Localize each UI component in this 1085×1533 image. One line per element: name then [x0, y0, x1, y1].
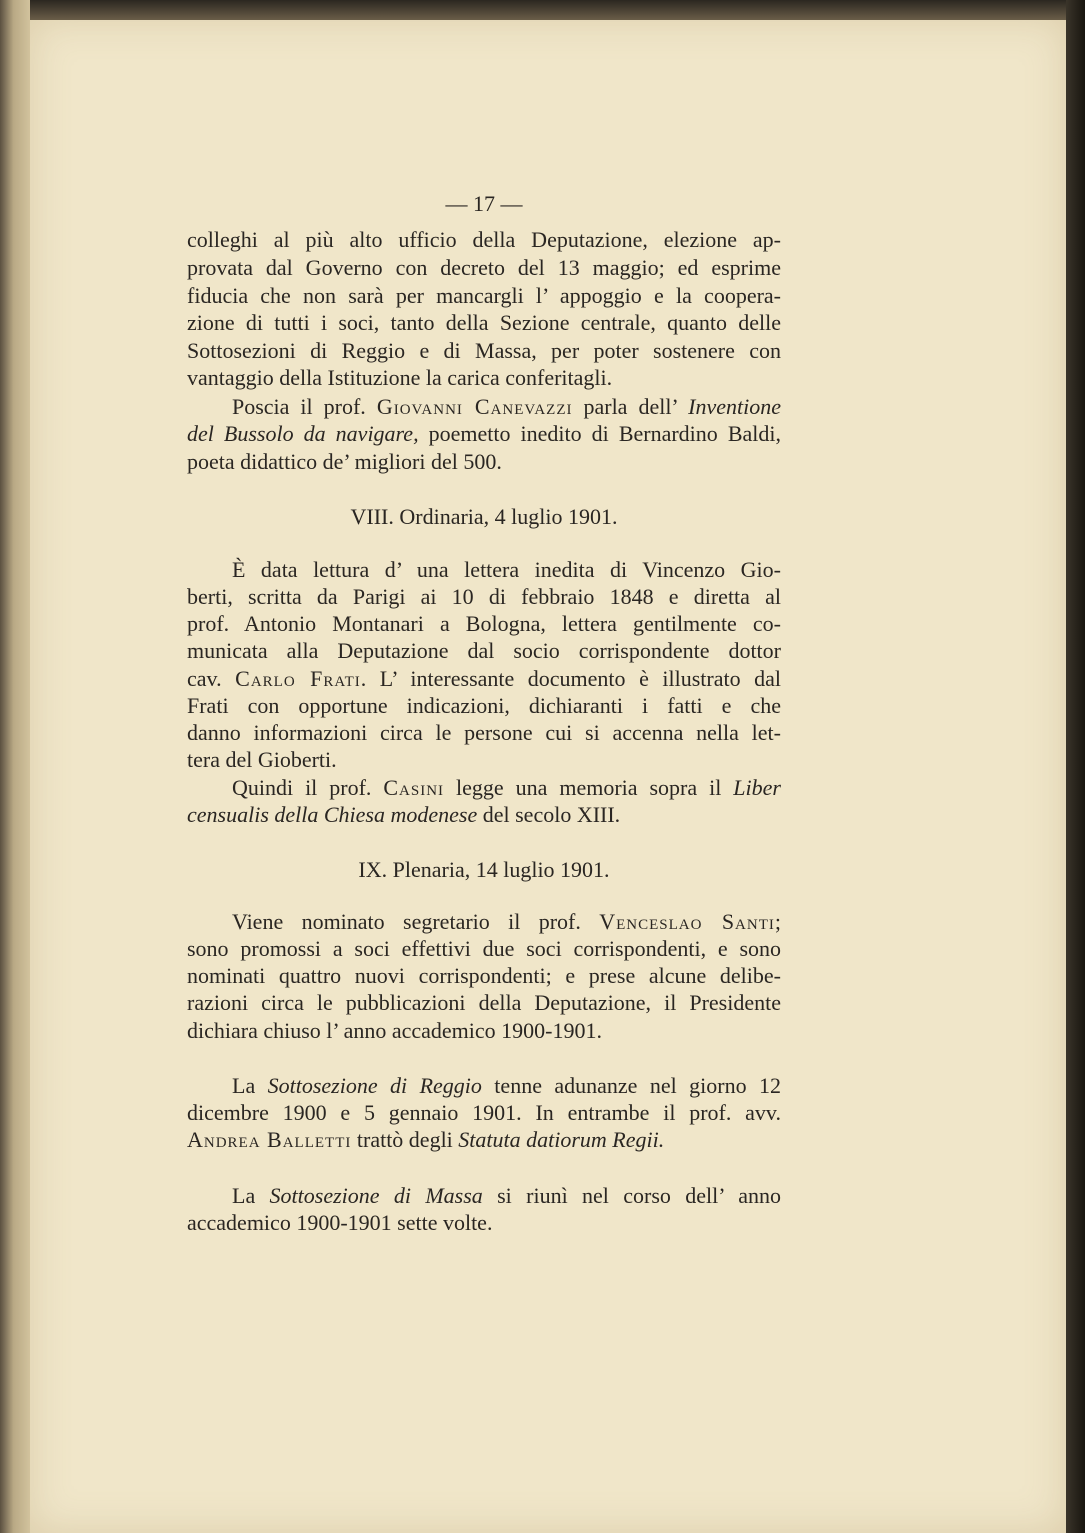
text-run: poeta didattico de’ migliori del 500.: [187, 449, 502, 474]
scan-top-edge: [30, 0, 1070, 20]
text-line: [187, 610, 781, 638]
text-run: sono promossi a soci effettivi due soci corrispondenti, e sono: [187, 936, 781, 961]
text-line: [187, 448, 781, 476]
text-line: [187, 583, 781, 611]
italic-title: Sottosezione di Massa: [269, 1183, 483, 1208]
text-run: . L’ interessante documento è illustrato dal: [360, 666, 781, 691]
text-run: vantaggio della Istituzione la carica conferitagli.: [187, 365, 613, 390]
person-name: Giovanni Canevazzi: [376, 394, 573, 419]
section-heading: [187, 856, 781, 884]
italic-title: del Bussolo da navigare,: [187, 421, 419, 446]
text-run: La: [232, 1183, 270, 1208]
text-run: si riunì nel corso dell’ anno: [482, 1183, 782, 1208]
person-name: Casini: [383, 775, 445, 800]
text-run: municata alla Deputazione dal socio corrispondente dottor: [187, 638, 781, 663]
text-run: fiducia che non sarà per mancargli l’ appoggio e la coopera-: [187, 283, 781, 308]
text-line: [187, 1209, 781, 1237]
text-line: [187, 1126, 781, 1154]
person-name: Carlo Frati: [235, 666, 361, 691]
text-line: [187, 1099, 781, 1127]
text-line: [187, 962, 781, 990]
text-run: prof. Antonio Montanari a Bologna, lettera gentilmente co-: [187, 611, 781, 636]
text-line: [232, 1182, 781, 1210]
text-run: zione di tutti i soci, tanto della Sezione centrale, quanto delle: [187, 310, 781, 335]
text-line: [187, 719, 781, 747]
text-run: colleghi al più alto ufficio della Deputazione, elezione ap-: [187, 227, 781, 252]
text-line: [187, 692, 781, 720]
text-run: Sottosezioni di Reggio e di Massa, per poter sostenere con: [187, 338, 781, 363]
scan-right-edge: [1066, 0, 1085, 1533]
text-line: [187, 282, 781, 310]
text-run: del secolo XIII.: [477, 802, 621, 827]
text-line: [232, 393, 781, 421]
italic-title: Statuta datiorum Regii.: [458, 1127, 665, 1152]
text-run: cav.: [187, 666, 236, 691]
text-line: [232, 774, 781, 802]
text-line: [187, 665, 781, 693]
text-run: Poscia il prof.: [232, 394, 377, 419]
text-run: dicembre 1900 e 5 gennaio 1901. In entrambe il prof. avv.: [187, 1100, 781, 1125]
text-line: [187, 1017, 781, 1045]
text-line: [187, 226, 781, 254]
section-heading: [187, 503, 781, 531]
person-name: Andrea Balletti: [187, 1127, 352, 1152]
text-line: [187, 420, 781, 448]
page-number: — 17 —: [445, 191, 523, 216]
text-run: dichiara chiuso l’ anno accademico 1900-1901.: [187, 1018, 602, 1043]
text-run: È data lettura d’ una lettera inedita di Vincenzo Gio-: [232, 557, 781, 582]
facing-page-edge: [0, 0, 34, 1533]
text-line: [187, 337, 781, 365]
text-line: [187, 637, 781, 665]
text-run: razioni circa le pubblicazioni della Deputazione, il Presidente: [187, 990, 781, 1015]
italic-title: Inventione: [688, 394, 781, 419]
text-line: [232, 556, 781, 584]
text-run: danno informazioni circa le persone cui si accenna nella let-: [187, 720, 781, 745]
person-name: Venceslao Santi: [599, 909, 775, 934]
text-run: tenne adunanze nel giorno 12: [481, 1073, 782, 1098]
text-run: provata dal Governo con decreto del 13 maggio; ed esprime: [187, 255, 781, 280]
text-line: [232, 1072, 781, 1100]
text-run: ;: [774, 909, 781, 934]
text-line: [187, 746, 781, 774]
text-run: nominati quattro nuovi corrispondenti; e prese alcune delibe-: [187, 963, 781, 988]
text-run: La: [232, 1073, 268, 1098]
italic-title: censualis della Chiesa modenese: [187, 802, 478, 827]
text-run: accademico 1900-1901 sette volte.: [187, 1210, 493, 1235]
text-run: legge una memoria sopra il: [444, 775, 734, 800]
text-line: [187, 364, 781, 392]
text-run: Frati con opportune indicazioni, dichiaranti i fatti e che: [187, 693, 781, 718]
text-run: trattò degli: [351, 1127, 459, 1152]
text-run: VIII. Ordinaria, 4 luglio 1901.: [350, 504, 618, 529]
text-line: [187, 935, 781, 963]
text-run: Quindi il prof.: [232, 775, 384, 800]
text-run: parla dell’: [572, 394, 689, 419]
text-line: [187, 989, 781, 1017]
text-run: berti, scritta da Parigi ai 10 di febbraio 1848 e diretta al: [187, 584, 781, 609]
text-run: tera del Gioberti.: [187, 747, 337, 772]
text-run: IX. Plenaria, 14 luglio 1901.: [358, 857, 610, 882]
italic-title: Sottosezione di Reggio: [267, 1073, 482, 1098]
italic-title: Liber: [733, 775, 781, 800]
text-line: [187, 309, 781, 337]
text-line: [187, 254, 781, 282]
text-line: [232, 908, 781, 936]
text-run: poemetto inedito di Bernardino Baldi,: [418, 421, 782, 446]
text-line: [187, 801, 781, 829]
text-run: Viene nominato segretario il prof.: [232, 909, 600, 934]
